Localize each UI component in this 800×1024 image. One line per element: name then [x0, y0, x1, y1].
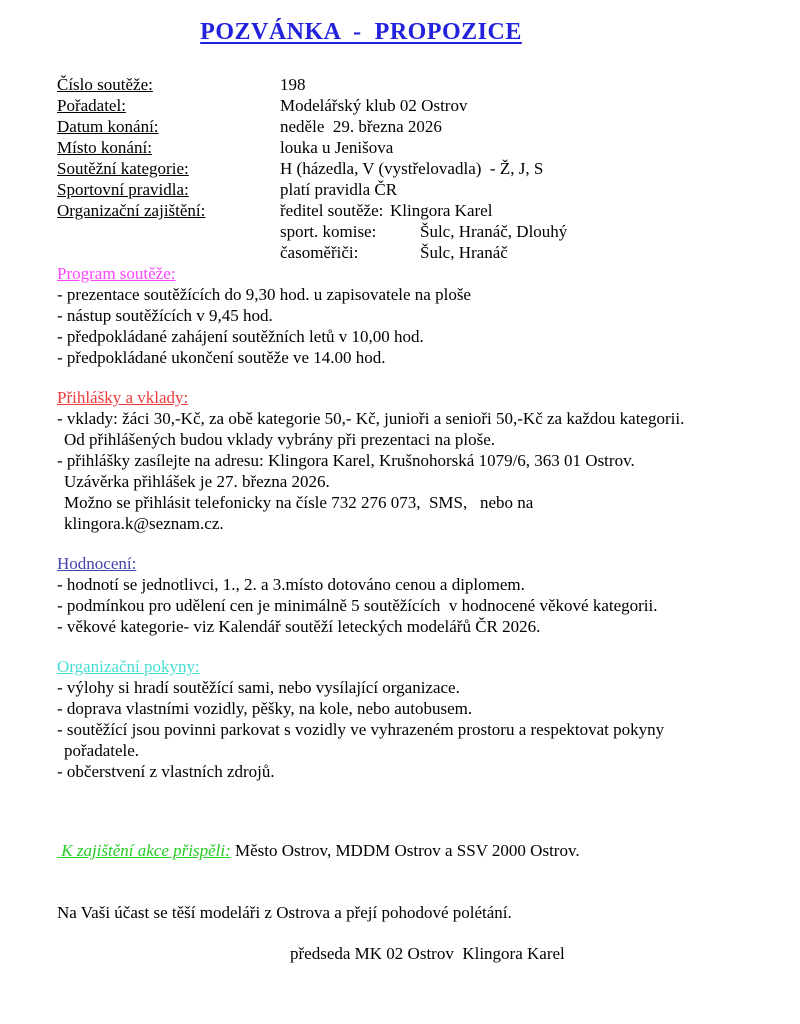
info-label: Místo konání: [57, 138, 152, 157]
info-label: Soutěžní kategorie: [57, 159, 189, 178]
section-line: - přihlášky zasílejte na adresu: Klingora Karel, Krušnohorská 1079/6, 363 01 Ostrov. [57, 451, 635, 470]
section-heading: Program soutěže: [57, 264, 176, 283]
official-names: Šulc, Hranáč [420, 243, 508, 262]
section-line: - soutěžící jsou povinni parkovat s vozidly ve vyhrazeném prostoru a respektovat pokyny [57, 720, 665, 739]
section-items [57, 408, 792, 534]
document-sections [57, 263, 792, 782]
official-role: ředitel soutěže: [280, 201, 384, 220]
info-label: Sportovní pravidla: [57, 180, 189, 199]
section [57, 263, 792, 368]
info-row [57, 158, 792, 179]
official-row [280, 200, 567, 221]
official-role: sport. komise: [280, 222, 377, 241]
section-heading: Organizační pokyny: [57, 657, 200, 676]
closing-line: Na Vaši účast se těší modeláři z Ostrova a přejí pohodové polétání. [57, 903, 512, 922]
info-row [57, 95, 792, 116]
info-label: Datum konání: [57, 117, 159, 136]
section-line: - hodnotí se jednotlivci, 1., 2. a 3.místo dotováno cenou a diplomem. [57, 575, 525, 594]
section-line: - předpokládané zahájení soutěžních letů v 10,00 hod. [57, 327, 424, 346]
sponsor-heading: K zajištění akce přispěli: [57, 841, 231, 860]
info-label: Číslo soutěže: [57, 75, 153, 94]
section-line: pořadatele. [64, 741, 140, 760]
info-label: Pořadatel: [57, 96, 126, 115]
section-items [57, 574, 792, 637]
section-line: - věkové kategorie- viz Kalendář soutěží leteckých modelářů ČR 2026. [57, 617, 541, 636]
section-line: - výlohy si hradí soutěžící sami, nebo vysílající organizace. [57, 678, 460, 697]
info-value: H (házedla, V (vystřelovadla) - Ž, J, S [280, 159, 544, 178]
section-items [57, 677, 792, 782]
section-items [57, 284, 792, 368]
section-line: - podmínkou pro udělení cen je minimálně 5 soutěžících v hodnocené věkové kategorii. [57, 596, 658, 615]
section-line: - doprava vlastními vozidly, pěšky, na kole, nebo autobusem. [57, 699, 473, 718]
info-value: louka u Jenišova [280, 138, 394, 157]
official-row [280, 221, 567, 242]
section-line: Možno se přihlásit telefonicky na čísle 732 276 073, SMS, nebo na [64, 493, 534, 512]
section-line: - občerstvení z vlastních zdrojů. [57, 762, 275, 781]
info-row [57, 137, 792, 158]
info-value: 198 [280, 75, 306, 94]
officials-list [280, 200, 567, 263]
official-names: Klingora Karel [390, 201, 493, 220]
sponsor-text: Město Ostrov, MDDM Ostrov a SSV 2000 Ostrov. [230, 841, 580, 860]
section-heading: Přihlášky a vklady: [57, 388, 189, 407]
info-row [57, 116, 792, 137]
info-row [57, 179, 792, 200]
section-line: - vklady: žáci 30,-Kč, za obě kategorie 50,- Kč, junioři a senioři 50,-Kč za každou kategorii. [57, 409, 685, 428]
section-line: klingora.k@seznam.cz. [64, 514, 224, 533]
section-heading: Hodnocení: [57, 554, 137, 573]
info-table [57, 74, 792, 200]
info-value: Modelářský klub 02 Ostrov [280, 96, 468, 115]
page-title: POZVÁNKA - PROPOZICE [200, 19, 522, 45]
official-row [280, 242, 567, 263]
section-line: - nástup soutěžících v 9,45 hod. [57, 306, 273, 325]
signature-line: předseda MK 02 Ostrov Klingora Karel [290, 944, 565, 963]
official-role: časoměřiči: [280, 243, 359, 262]
section-line: - prezentace soutěžících do 9,30 hod. u zapisovatele na ploše [57, 285, 471, 304]
section [57, 656, 792, 782]
info-value: neděle 29. března 2026 [280, 117, 442, 136]
section-line: - předpokládané ukončení soutěže ve 14.00 hod. [57, 348, 386, 367]
sponsor-line [57, 840, 792, 861]
section [57, 387, 792, 534]
org-row [57, 200, 792, 263]
info-value: platí pravidla ČR [280, 180, 398, 199]
info-row [57, 74, 792, 95]
section-line: Uzávěrka přihlášek je 27. března 2026. [64, 472, 330, 491]
section [57, 553, 792, 637]
section-line: Od přihlášených budou vklady vybrány při prezentaci na ploše. [64, 430, 496, 449]
official-names: Šulc, Hranáč, Dlouhý [420, 222, 568, 241]
org-label: Organizační zajištění: [57, 201, 206, 220]
